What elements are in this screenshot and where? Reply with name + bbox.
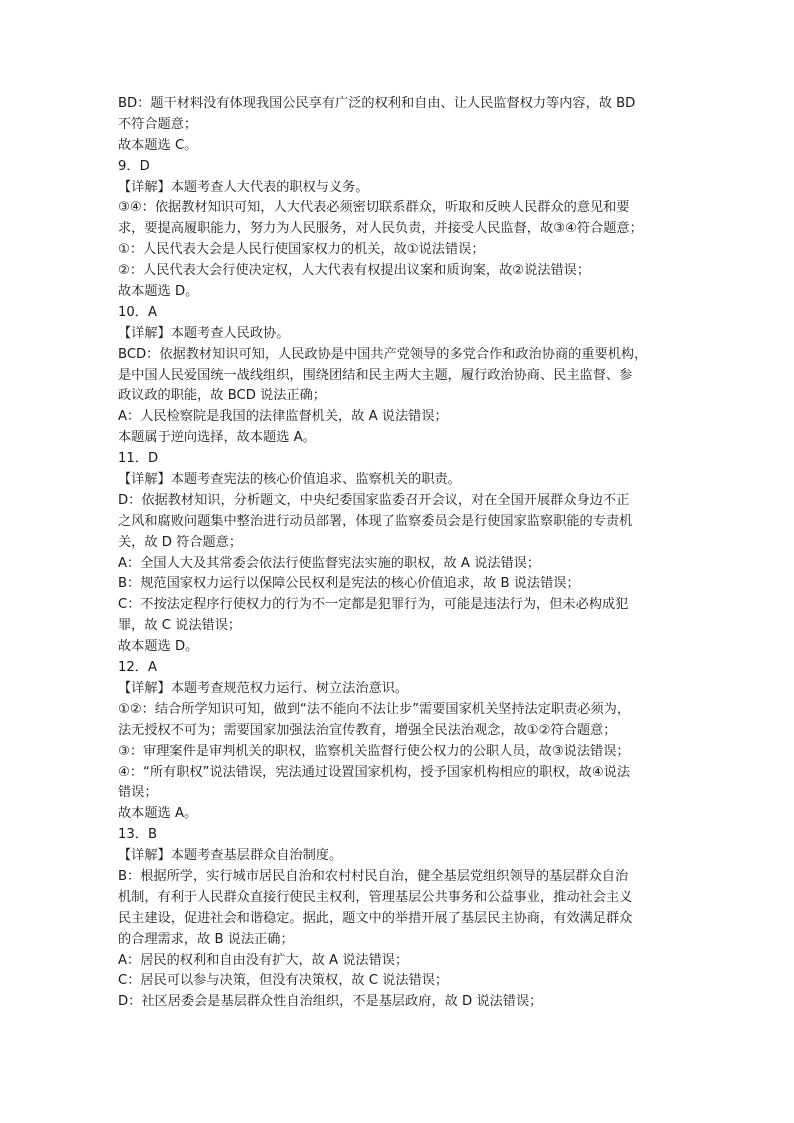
text-line: D：社区居委会是基层群众性自治组织，不是基层政府，故 D 说法错误；: [118, 994, 543, 1010]
text-line: 【详解】本题考查宪法的核心价值追求、监察机关的职责。: [118, 472, 461, 488]
text-line: ③④：依据教材知识可知，人大代表必须密切联系群众，听取和反映人民群众的意见和要: [118, 200, 630, 216]
text-line: 错误；: [118, 785, 158, 801]
text-line: 故本题选 D。: [118, 284, 199, 300]
text-line: B：根据所学，实行城市居民自治和农村村民自治，健全基层党组织领导的基层群众自治: [118, 868, 629, 884]
text-line: ②：人民代表大会行使决定权，人大代表有权提出议案和质询案，故②说法错误；: [118, 263, 591, 279]
text-line: 13．B: [118, 827, 158, 843]
text-line: BD：题干材料没有体现我国公民享有广泛的权利和自由、让人民监督权力等内容，故 BD: [118, 96, 636, 111]
text-line: 11．D: [118, 451, 159, 467]
text-line: 【详解】本题考查人民政协。: [118, 325, 290, 341]
text-line: 政议政的职能，故 BCD 说法正确；: [118, 388, 326, 404]
text-line: D：依据教材知识，分析题文，中央纪委国家监委召开会议，对在全国开展群众身边不正: [118, 492, 630, 508]
text-line: 罪，故 C 说法错误；: [118, 618, 242, 634]
text-line: 【详解】本题考查基层群众自治制度。: [118, 848, 343, 864]
text-line: 之风和腐败问题集中整治进行动员部署，体现了监察委员会是行使国家监察职能的专责机: [118, 513, 633, 529]
text-line: ①：人民代表大会是人民行使国家权力的机关，故①说法错误；: [118, 242, 485, 258]
text-line: C：居民可以参与决策，但没有决策权，故 C 说法错误；: [118, 973, 449, 989]
text-line: 故本题选 A。: [118, 806, 198, 822]
text-line: 关，故 D 符合题意；: [118, 534, 243, 550]
text-line: 9．D: [118, 158, 150, 174]
text-line: 12．A: [118, 660, 157, 676]
text-line: 机制，有利于人民群众直接行使民主权利，管理基层公共事务和公益事业，推动社会主义: [118, 889, 633, 905]
text-line: A：全国人大及其常委会依法行使监督宪法实施的职权，故 A 说法错误；: [118, 555, 541, 571]
text-line: 是中国人民爱国统一战线组织，围绕团结和民主两大主题，履行政治协商、民主监督、参: [118, 367, 633, 383]
text-line: 故本题选 D。: [118, 639, 199, 655]
text-line: ①②：结合所学知识可知，做到“法不能向不法让步”需要国家机关坚持法定职责必须为，: [118, 701, 631, 717]
text-line: 【详解】本题考查人大代表的职权与义务。: [118, 179, 369, 195]
text-line: 求，要提高履职能力，努力为人民服务，对人民负责，并接受人民监督，故③④符合题意；: [118, 221, 643, 237]
text-line: 的合理需求，故 B 说法正确；: [118, 931, 294, 947]
text-line: B：规范国家权力运行以保障公民权利是宪法的核心价值追求，故 B 说法错误；: [118, 576, 580, 592]
text-line: 法无授权不可为；需要国家加强法治宣传教育，增强全民法治观念，故①②符合题意；: [118, 722, 617, 738]
text-line: 【详解】本题考查规范权力运行、树立法治意识。: [118, 680, 409, 696]
text-line: BCD：依据教材知识可知，人民政协是中国共产党领导的多党合作和政治协商的重要机构，: [118, 346, 648, 362]
text-line: 不符合题意；: [118, 116, 198, 132]
text-line: A：人民检察院是我国的法律监督机关，故 A 说法错误；: [118, 409, 448, 425]
text-line: ③：审理案件是审判机关的职权，监察机关监督行使公权力的公职人员，故③说法错误；: [118, 743, 630, 759]
text-line: ④：“所有职权”说法错误，宪法通过设置国家机构，授予国家机构相应的职权，故④说法: [118, 764, 631, 780]
text-line: 10．A: [118, 304, 157, 320]
text-line: 故本题选 C。: [118, 137, 198, 153]
answer-text-body: [118, 94, 678, 1013]
text-line: 民主建设，促进社会和谐稳定。据此，题文中的举措开展了基层民主协商，有效满足群众: [118, 910, 633, 926]
text-line: A：居民的权利和自由没有扩大，故 A 说法错误；: [118, 952, 409, 968]
text-line: 本题属于逆向选择，故本题选 A。: [118, 430, 316, 446]
text-line: C：不按法定程序行使权力的行为不一定都是犯罪行为，可能是违法行为，但未必构成犯: [118, 597, 629, 613]
